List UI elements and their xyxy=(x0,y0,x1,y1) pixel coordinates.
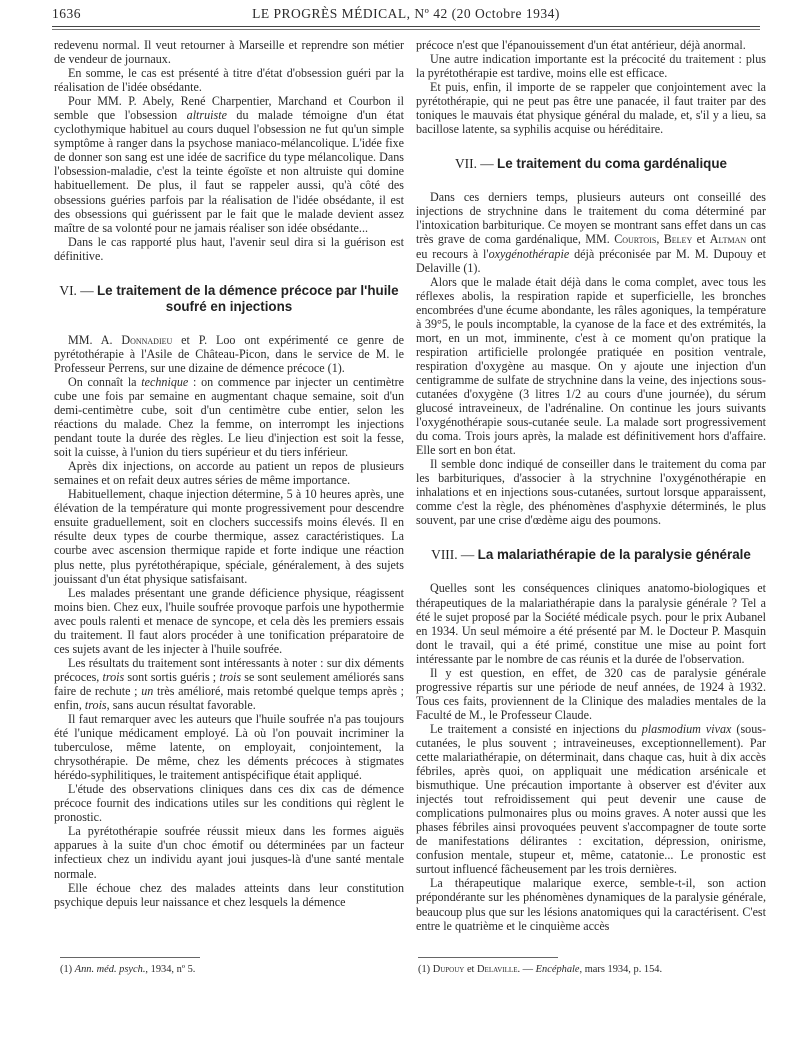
paragraph: Une autre indication importante est la précocité du traitement : plus la pyrétothérapie est tardive, moins elle est efficace. xyxy=(416,52,766,81)
paragraph: Après dix injections, on accorde au patient un repos de plusieurs semaines et on refait deux autres séries de même importance. xyxy=(54,459,404,488)
footnote-left: (1) Ann. méd. psych., 1934, nº 5. xyxy=(60,964,196,975)
paragraph: Il semble donc indiqué de conseiller dans le traitement du coma par les barbituriques, d'associer à la strychnine l'oxygénothérapie en inhalations et en injections sous-cutanées, surtout lorsque apparaissent, comme c'est la règle, des phénomènes d'asphyxie déterminés, le plus souvent, par une crise d'œdème aigu des poumons. xyxy=(416,457,766,528)
emphasis: technique xyxy=(141,374,189,389)
paragraph: On connaît la technique : on commence par injecter un centimètre cube une fois par semaine en augmentant chaque semaine, soit d'un demi-centimètre cube, soit d'un centimètre cube entier, selon les réactions du malade. Chez la femme, on interrompt les injections pendant toute la durée des règles. Le lieu d'injection est soit la fesse, soit la cuisse, à l'union du tiers supérieur et du tiers inférieur. xyxy=(54,374,404,460)
emphasis: altruiste xyxy=(186,108,227,123)
paragraph: La pyrétothérapie soufrée réussit mieux dans les formes aiguës apparues à la suite d'un choc émotif ou déterminées par un facteur infectieux chez un individu ayant joui jusques-là d'une santé mentale normale. xyxy=(54,824,404,881)
paragraph: L'étude des observations cliniques dans ces dix cas de démence précoce fournit des indications utiles sur les conditions qui règlent le pronostic. xyxy=(54,782,404,825)
paragraph: redevenu normal. Il veut retourner à Marseille et reprendre son métier de vendeur de journaux. xyxy=(54,38,404,67)
section-heading-vi: VI. — Le traitement de la démence précoce par l'huile soufré en injections xyxy=(59,282,399,314)
running-header xyxy=(52,4,760,24)
section-heading-vii: VII. — Le traitement du coma gardénalique xyxy=(455,156,727,172)
page-number: 1636 xyxy=(52,6,81,21)
paragraph: Les malades présentant une grande déficience physique, réagissent moins bien. Chez eux, l'huile soufrée provoque parfois une hypothermie avec pouls ralenti et menace de syncope, et cela dès les premiers essais du traitement. Il faut alors procéder à une tonification préparatoire de ces sujets avant de les injecter à l'huile soufrée. xyxy=(54,585,404,656)
paragraph: Les résultats du traitement sont intéressants à noter : sur dix déments précoces, trois sont sortis guéris ; trois se sont seulement améliorés sans faire de rechute ; un très amélioré, mais retombé quelque temps après ; enfin, trois, sans aucun résultat favorable. xyxy=(54,655,404,712)
paragraph: Alors que le malade était déjà dans le coma complet, avec tous les réflexes abolis, la respiration rapide et superficielle, les bronches encombrées d'une écume abondante, les râles agoniques, la température à 39°5, le pouls incomptable, la cyanose de la face et des extrémités, la mort, en un mot, imminente, c'est à ce moment qu'on pratique la respiration artificielle prolongée pratiquée en position ventrale, respiration d'oxygène au masque. On y ajoute une injection d'un centigramme de sulfate de strychnine dans la veine, des injections sous-cutanées d'oxygène (3 litres 1/2 au cours d'une journée), du sérum glucosé intraveineux, de l'adrénaline. On continue les jours suivants l'oxygénothérapie sous-cutanée seule. La malade sort progressivement du coma. Trois jours après, la malade est définitivement hors d'affaire. Elle sort en bon état. xyxy=(416,274,766,458)
header-rule-thin xyxy=(52,29,760,30)
emphasis: plasmodium vivax xyxy=(641,721,732,736)
right-column xyxy=(416,38,766,933)
paragraph: MM. A. Donnadieu et P. Loo ont expérimenté ce genre de pyrétothérapie à l'Asile de Château-Picon, dans le service de M. le Professeur Perrens, sur une dizaine de démence précoce (1). xyxy=(54,332,404,375)
paragraph: Pour MM. P. Abely, René Charpentier, Marchand et Courbon il semble que l'obsession altruiste du malade témoigne d'un état cyclothymique habituel au cours duquel l'obsession ne fut qu'un simple symptôme à ranger dans la psychose maniaco-mélancolique. L'idée fixe de donner son sang est une idée de sacrifice du type mélancolique. Dans l'obsession-maladie, c'est la teinte égoïste et non altruiste qui domine habituellement. De plus, il faut se rappeler aussi, qu'à côté des obsessions guéries parfois par la réalisation de l'idée obsédante, il est des obsessions qui guérissent par le fait que le malade devient assez maître de sa volonté pour ne jamais réaliser son idée obsédante... xyxy=(54,94,404,235)
paragraph: Il y est question, en effet, de 320 cas de paralysie générale progressive répartis sur une période de neuf années, de 1924 à 1932. Tous ces faits, proviennent de la Clinique des maladies mentales de la Faculté de M., le Professeur Claude. xyxy=(416,665,766,722)
paragraph: Et puis, enfin, il importe de se rappeler que conjointement avec la pyrétothérapie, qui ne peut pas être une panacée, il faut traiter par des toniques le mauvais état physique général du malade, et, s'il y a lieu, sa bacillose latente, sa syphilis acquise ou héréditaire. xyxy=(416,80,766,137)
paragraph: Quelles sont les conséquences cliniques anatomo-biologiques et thérapeutiques de la malariathérapie dans la paralysie générale ? Tel a été le sujet proposé par la Société médicale psych. pour le prix Aubanel en 1934. Un seul mémoire a été présenté par M. le Docteur P. Masquin dont le travail, qui a été primé, constitue une mise au point fort intéressante par le nombre de cas réunis et la durée de l'observation. xyxy=(416,581,766,666)
footnote-rule-left xyxy=(60,957,200,958)
author-name: Donnadieu xyxy=(121,332,173,347)
paragraph: En somme, le cas est présenté à titre d'état d'obsession guéri par la réalisation de l'idée obsédante. xyxy=(54,66,404,95)
left-column xyxy=(54,38,404,909)
paragraph: Le traitement a consisté en injections du plasmodium vivax (sous-cutanées, le plus souvent ; intraveineuses, exceptionnellement). Par cette malariathérapie, on déterminait, dans chaque cas, huit à dix accès fébriles, après quoi, on appliquait une médication arsénicale et bismuthique. Une précaution importante à observer est d'éviter aux injectés tout refroidissement qui peut devenir une cause de complications pulmonaires plus ou moins graves. A noter aussi que les phases fébriles ainsi provoquées peuvent s'accompagner de toute sorte de manifestations délirantes : excitation, dépression, onirisme, confusion mentale, stupeur et, même, catatonie... Le pronostic est surtout influencé fâcheusement par les trois dernières. xyxy=(416,721,766,877)
section-heading-viii: VIII. — La malariathérapie de la paralysie générale xyxy=(431,547,751,563)
paragraph: La thérapeutique malarique exerce, semble-t-il, son action prépondérante sur les phénomènes dynamiques de la paralysie générale, beaucoup plus que sur les lésions anatomiques qui la caractérisent. C'est entre le quatrième et le cinquième accès xyxy=(416,876,766,933)
paragraph: Elle échoue chez des malades atteints dans leur constitution psychique depuis leur naissance et chez lesquels la démence xyxy=(54,880,404,909)
running-title: LE PROGRÈS MÉDICAL, Nº 42 (20 Octobre 1934) xyxy=(252,6,560,21)
footnote-rule-right xyxy=(418,957,558,958)
paragraph: Dans le cas rapporté plus haut, l'avenir seul dira si la guérison est définitive. xyxy=(54,234,404,263)
paragraph: Dans ces derniers temps, plusieurs auteurs ont conseillé des injections de strychnine dans le traitement du coma déterminé par l'intoxication barbiturique. Ce moyen se montrant sans effet dans un cas très grave de coma gardénalique, MM. Courtois, Beley et Altman ont eu recours à l'oxygénothérapie déjà préconisée par M. M. Dupouy et Delaville (1). xyxy=(416,190,767,275)
paragraph: Il faut remarquer avec les auteurs que l'huile soufrée n'a pas toujours été l'unique médicament employé. Là où l'on pouvait incriminer la tuberculose, même latente, on employait, conjointement, la chrysothérapie. De même, chez les déments précoces à stigmates hérédo-syphilitiques, le traitement antispécifique était appliqué. xyxy=(54,712,404,783)
paragraph: précoce n'est que l'épanouissement d'un état antérieur, déjà anormal. xyxy=(416,38,746,52)
paragraph: Habituellement, chaque injection détermine, 5 à 10 heures après, une élévation de la température qui monte progressivement pour descendre ensuite graduellement, soit en clochers successifs moins élevés. Il en résulte deux types de courbe thermique, assez caractéristiques. La courbe avec ascension thermique rapide et forte indique une réaction plus nette, plus pyrétothérapique, spéciale, généralement, à des sujets jouissant d'un état physique satisfaisant. xyxy=(54,487,404,586)
footnote-right: (1) Dupouy et Delaville. — Encéphale, mars 1934, p. 154. xyxy=(418,964,663,975)
header-rule-thick xyxy=(52,26,760,27)
